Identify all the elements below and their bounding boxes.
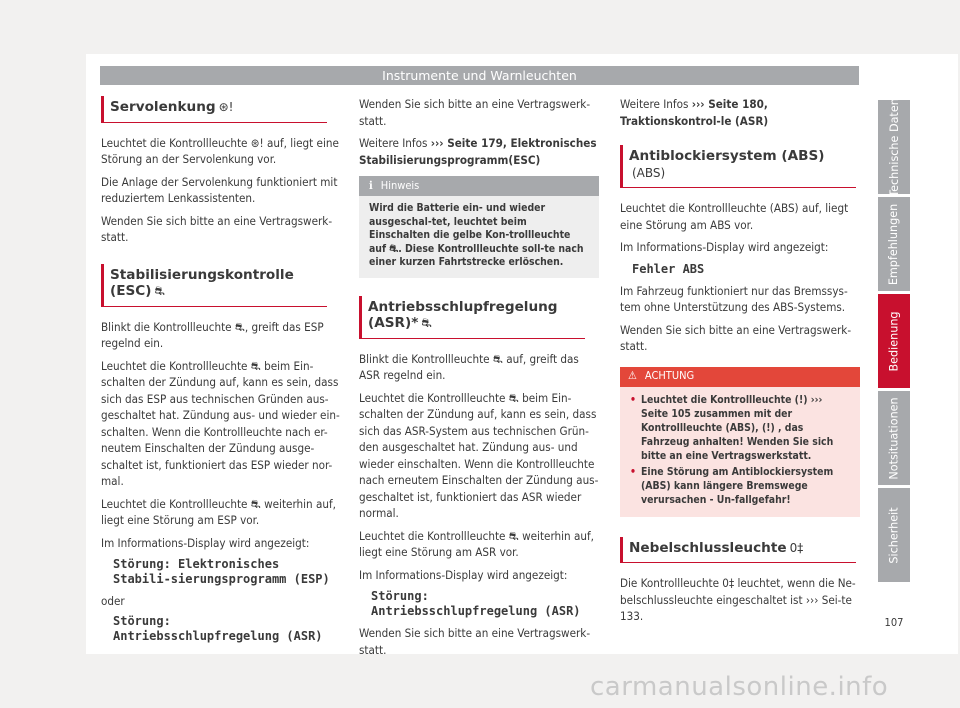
- side-tab-label: Sicherheit: [887, 506, 901, 564]
- abs-icon: (ABS): [632, 165, 666, 180]
- heading-text: Stabilisierungskontrolle (ESC): [110, 266, 294, 299]
- paragraph: Wenden Sie sich bitte an eine Vertragswerk-statt.: [101, 213, 333, 244]
- paragraph: Leuchtet die Kontrollleuchte ⛐ beim Ein-schalten der Zündung auf, kann es sein, dass sich das ASR-System aus technischen Grün-den ausgeschaltet hat. Zündung aus- und wieder einschalten. Wenn die Kontrollleuchte nach erneutem Einschalten der Zündung aus-geschaltet ist, funktioniert das ASR wieder normal.: [359, 390, 599, 521]
- esc-skid-icon: ⛐: [154, 284, 165, 298]
- side-tab-notsituationen[interactable]: [878, 391, 910, 485]
- page-header: Instrumente und Warnleuchten: [100, 66, 859, 85]
- hint-box: [359, 176, 599, 278]
- paragraph: Wenden Sie sich bitte an eine Vertragswerk-statt.: [620, 322, 852, 353]
- warning-title: ACHTUNG: [644, 369, 695, 383]
- paragraph: Im Fahrzeug funktioniert nur das Bremssys-tem ohne Unterstützung des ABS-Systems.: [620, 283, 848, 314]
- heading-text: Antriebsschlupfregelung (ASR)*: [368, 298, 558, 332]
- cross-reference-link[interactable]: ››› Seite 180, Traktionskontrol-le (ASR): [620, 97, 769, 128]
- side-tab-label: Technische Daten: [887, 97, 901, 197]
- more-info: [620, 96, 860, 129]
- side-tab-label: Notsituationen: [887, 396, 901, 480]
- paragraph: Leuchtet die Kontrollleuchte (ABS) auf, liegt eine Störung am ABS vor.: [620, 201, 849, 232]
- warning-triangle-icon: ⚠: [628, 369, 637, 383]
- heading-text: Nebelschlussleuchte: [629, 539, 787, 556]
- hint-body: Wird die Batterie ein- und wieder ausgeschal-tet, leuchtet beim Einschalten die gelbe Kon-trollleuchte auf ⛐. Diese Kontrollleuchte soll-te nach einer kurzen Fahrtstrecke erlöschen.: [369, 202, 584, 269]
- section-heading-servolenkung: [101, 96, 327, 123]
- more-info-prefix: Weitere Infos: [359, 136, 428, 150]
- warning-item: • Leuchtet die Kontrollleuchte (!) ››› Seite 105 zusammen mit der Kontrollleuchte (ABS), (!) , das Fahrzeug anhalten! Wenden Sie sich bitte an eine Vertragswerkstatt.: [630, 393, 850, 463]
- paragraph: Die Kontrollleuchte 0‡ leuchtet, wenn die Ne-belschlussleuchte eingeschaltet ist ››› Sei-te 133.: [620, 576, 856, 623]
- side-tab-sicherheit[interactable]: [878, 488, 910, 582]
- info-icon: ℹ: [369, 178, 373, 192]
- more-info-prefix: Weitere Infos: [620, 97, 689, 111]
- warning-box: [620, 367, 860, 517]
- fog-light-icon: 0‡: [789, 540, 804, 555]
- section-heading-nebelschlussleuchte: [620, 537, 856, 564]
- side-tab-technische-daten[interactable]: [878, 97, 910, 197]
- heading-text: Servolenkung: [110, 99, 216, 115]
- paragraph: Wenden Sie sich bitte an eine Vertragswerk-statt.: [359, 626, 591, 657]
- section-heading-esc: [101, 264, 327, 307]
- more-info: [359, 135, 599, 168]
- side-tab-navigation: [878, 97, 910, 585]
- display-message: Störung: Antriebsschlupfregelung (ASR): [371, 589, 581, 619]
- side-tab-label: Empfehlungen: [887, 203, 901, 285]
- paragraph: Leuchtet die Kontrollleuchte ⊛! auf, liegt eine Störung an der Servolenkung vor.: [101, 135, 339, 166]
- section-heading-abs: [620, 145, 856, 188]
- display-message: Störung: Elektronisches Stabili-sierungsprogramm (ESP): [113, 557, 330, 586]
- column-2: [359, 96, 599, 664]
- paragraph: Im Informations-Display wird angezeigt:: [359, 567, 568, 582]
- side-tab-bedienung[interactable]: [878, 294, 910, 388]
- side-tab-label: Bedienung: [887, 310, 901, 372]
- paragraph: Blinkt die Kontrollleuchte ⛐, greift das ESP regelnd ein.: [101, 319, 324, 350]
- page-number: 107: [884, 616, 904, 629]
- paragraph: Die Anlage der Servolenkung funktioniert mit reduziertem Lenkassistenten.: [101, 174, 338, 205]
- paragraph: Wenden Sie sich bitte an eine Vertragswerk-statt.: [359, 97, 591, 128]
- paragraph: Blinkt die Kontrollleuchte ⛐ auf, greift das ASR regelnd ein.: [359, 351, 579, 383]
- paragraph: oder: [101, 594, 125, 608]
- hint-title-bar: [359, 176, 599, 196]
- warning-body: [620, 387, 860, 517]
- paragraph: Im Informations-Display wird angezeigt:: [620, 240, 829, 254]
- warning-title-bar: [620, 367, 860, 387]
- servo-warning-icon: ⊛!: [218, 100, 234, 114]
- display-message: Fehler ABS: [632, 261, 705, 276]
- watermark-text: carmanualsonline.info: [590, 672, 889, 702]
- paragraph: Leuchtet die Kontrollleuchte ⛐ beim Ein-schalten der Zündung auf, kann es sein, dass sich das ESP aus technischen Gründen aus-geschaltet hat. Zündung aus- und wieder ein-schalten. Wenn die Kontrollleuchte nach er-neutem Einschalten der Zündung ausge-schaltet ist, funktioniert das ESP wieder nor-mal.: [101, 358, 340, 488]
- asr-skid-icon: ⛐: [421, 316, 432, 331]
- paragraph: Im Informations-Display wird angezeigt:: [101, 535, 310, 550]
- column-1: [101, 96, 341, 650]
- paragraph: Leuchtet die Kontrollleuchte ⛐ weiterhin auf, liegt eine Störung am ESP vor.: [101, 496, 336, 527]
- warning-item: • Eine Störung am Antiblockiersystem (ABS) kann längere Bremswege verursachen - Un-fallgefahr!: [630, 465, 850, 507]
- section-heading-asr: [359, 296, 585, 339]
- hint-title: Hinweis: [380, 178, 420, 192]
- display-message: Störung: Antriebsschlupfregelung (ASR): [113, 613, 323, 643]
- column-3: [620, 96, 860, 631]
- side-tab-empfehlungen[interactable]: [878, 197, 910, 291]
- cross-reference-link[interactable]: ››› Seite 179, Elektronisches Stabilisierungsprogramm(ESC): [359, 136, 597, 167]
- paragraph: Leuchtet die Kontrollleuchte ⛐ weiterhin auf, liegt eine Störung am ASR vor.: [359, 528, 594, 560]
- heading-text: Antiblockiersystem (ABS): [629, 148, 825, 164]
